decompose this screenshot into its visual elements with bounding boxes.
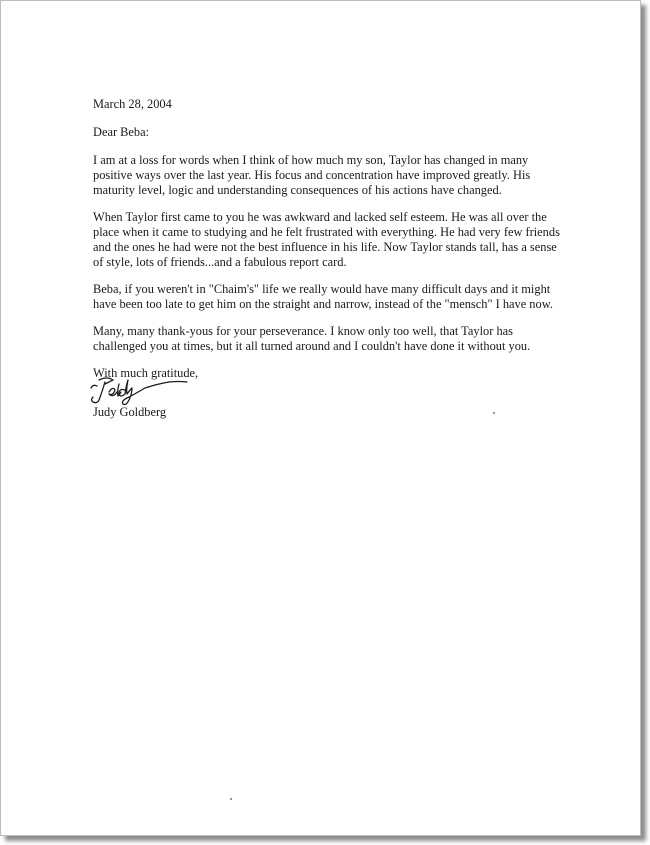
scan-speck bbox=[230, 798, 232, 800]
letter-paragraph-1: I am at a loss for words when I think of how much my son, Taylor has changed in many positive ways over the last year. His focus and concentration have improved greatly. His maturity level, logic and understanding consequences of his actions have changed. bbox=[93, 153, 531, 197]
letter-date: March 28, 2004 bbox=[93, 97, 172, 111]
scan-speck bbox=[493, 412, 495, 414]
letter-paragraph-3: Beba, if you weren't in "Chaim's" life we really would have many difficult days and it might have been too late to get him on the straight and narrow, instead of the "mensch" I have now. bbox=[93, 282, 553, 311]
letter-closing: With much gratitude, bbox=[93, 366, 199, 380]
handwritten-signature bbox=[87, 374, 197, 408]
letter-salutation: Dear Beba: bbox=[93, 125, 150, 139]
letter-body bbox=[93, 97, 563, 381]
signer-name: Judy Goldberg bbox=[93, 405, 167, 419]
letter-paragraph-4: Many, many thank-yous for your perseverance. I know only too well, that Taylor has challenged you at times, but it all turned around and I couldn't have done it without you. bbox=[93, 324, 531, 353]
letter-paragraph-2: When Taylor first came to you he was awkward and lacked self esteem. He was all over the place when it came to studying and he felt frustrated with everything. He had very few friends and the ones he had were not the best influence in his life. Now Taylor stands tall, has a sense of style, lots of friends...and a fabulous report card. bbox=[93, 210, 560, 269]
